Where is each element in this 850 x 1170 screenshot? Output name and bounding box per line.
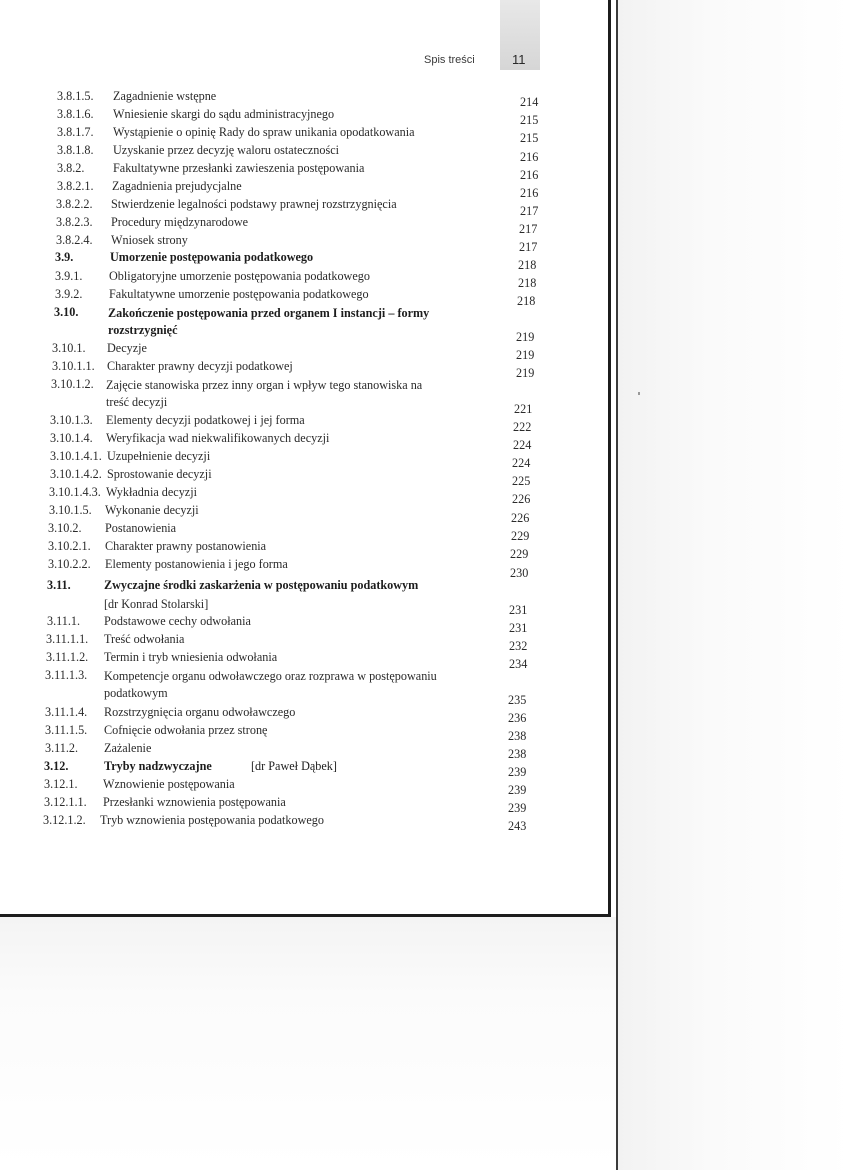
toc-entry-title: Zażalenie [104, 741, 152, 755]
toc-entry-title: Procedury międzynarodowe [111, 215, 249, 229]
toc-entry-number: 3.8.1.8. [57, 143, 94, 157]
toc-entry-number: 3.9. [55, 250, 74, 264]
toc-entry-title: Uzupełnienie decyzji [107, 449, 211, 463]
toc-entry-number: 3.12. [44, 759, 69, 773]
toc-entry-page: 224 [513, 438, 532, 452]
toc-entry-title: Charakter prawny postanowienia [105, 539, 267, 553]
toc-entry-number: 3.8.1.6. [57, 107, 94, 121]
toc-entry-title: Zakończenie postępowania przed organem I instancji – formy rozstrzygnięć [108, 306, 430, 337]
toc-entry-page: 229 [511, 529, 530, 543]
toc-entry-page: 231 [509, 621, 528, 635]
toc-entry-number: 3.8.1.7. [57, 125, 94, 139]
toc-entry-title: Zajęcie stanowiska przez inny organ i wpływ tego stanowiska na treść decyzji [106, 378, 423, 409]
toc-entry-page: 217 [519, 222, 538, 236]
toc-entry-number: 3.8.2.1. [57, 179, 94, 193]
toc-entry-page: 225 [512, 474, 531, 488]
toc-entry-title: Stwierdzenie legalności podstawy prawnej rozstrzygnięcia [111, 197, 397, 211]
toc-entry-number: 3.11.1.5. [45, 723, 88, 737]
toc-entry-page: 226 [511, 511, 530, 525]
toc-entry-title: Wystąpienie o opinię Rady do spraw unikania opodatkowania [113, 125, 415, 139]
adjacent-page-bottom [0, 917, 616, 1170]
toc-entry-page: 232 [509, 639, 528, 653]
toc-entry-number: 3.10.1.4.3. [49, 485, 101, 499]
toc-entry-page: 231 [509, 603, 528, 617]
toc-entry-number: 3.8.2.2. [56, 197, 93, 211]
scan-speck [638, 392, 640, 395]
toc-entry-title: Weryfikacja wad niekwalifikowanych decyzji [106, 431, 330, 445]
toc-entry-title: Fakultatywne umorzenie postępowania podatkowego [109, 287, 369, 301]
toc-entry-number: 3.8.2.3. [56, 215, 93, 229]
toc-entry-page: 235 [508, 693, 527, 707]
toc-entry-title: Zagadnienie wstępne [113, 89, 217, 103]
toc-entry-page: 234 [509, 657, 528, 671]
toc-entry-number: 3.12.1. [44, 777, 78, 791]
toc-entry-title: Wykonanie decyzji [105, 503, 199, 517]
toc-entry-page: 222 [513, 420, 532, 434]
toc-entry-page: 217 [519, 240, 538, 254]
toc-entry-number: 3.10.1.4.1. [50, 449, 102, 463]
toc-entry-title: Elementy decyzji podatkowej i jej forma [106, 413, 305, 427]
toc-entry-number: 3.8.2. [57, 161, 85, 175]
toc-entry-title: Umorzenie postępowania podatkowego [110, 250, 314, 264]
toc-entry-number: 3.11.1. [47, 614, 81, 628]
toc-entry-number: 3.11. [47, 578, 71, 592]
toc-entry-page: 236 [508, 711, 527, 725]
toc-entry-page: 239 [508, 801, 527, 815]
toc-entry-number: 3.10.1. [52, 341, 86, 355]
toc-entry-title: Cofnięcie odwołania przez stronę [104, 723, 268, 737]
toc-entry-number: 3.10.1.2. [51, 377, 94, 391]
toc-entry-page: 219 [516, 366, 535, 380]
toc-entry-title: Kompetencje organu odwoławczego oraz rozprawa w postępowaniu podatkowym [104, 669, 437, 700]
toc-entry-number: 3.10.1.1. [52, 359, 95, 373]
toc-entry-title: Wykładnia decyzji [106, 485, 197, 499]
toc-entry-title: Wniosek strony [111, 233, 188, 247]
toc-entry-title: Zwyczajne środki zaskarżenia w postępowaniu podatkowym [104, 578, 419, 592]
toc-entry-page: 215 [520, 131, 539, 145]
toc-entry-page: 239 [508, 765, 527, 779]
toc-entry-title: Obligatoryjne umorzenie postępowania podatkowego [109, 269, 370, 283]
background-sheet [616, 0, 850, 1170]
toc-entry-page: 229 [510, 547, 529, 561]
toc-entry-page: 215 [520, 113, 539, 127]
toc-entry-page: 230 [510, 566, 529, 580]
toc-entry-title: Tryb wznowienia postępowania podatkowego [100, 813, 324, 827]
toc-entry-number: 3.11.1.2. [46, 650, 89, 664]
toc-entry-number: 3.10.2. [48, 521, 82, 535]
toc-entry-number: 3.11.1.3. [45, 668, 88, 682]
toc-entry-number: 3.11.2. [45, 741, 79, 755]
toc-entry-page: 216 [520, 150, 539, 164]
toc-entry-page: 216 [520, 186, 539, 200]
toc-entry-title: Podstawowe cechy odwołania [104, 614, 251, 628]
toc-entry-title: Decyzje [107, 341, 147, 355]
toc-entry-page: 238 [508, 747, 527, 761]
toc-entry-title: Charakter prawny decyzji podatkowej [107, 359, 293, 373]
toc-entry-author: [dr Konrad Stolarski] [104, 597, 209, 611]
toc-entry-page: 243 [508, 819, 527, 833]
toc-entry-title: Postanowienia [105, 521, 177, 535]
toc-entry-number: 3.10.1.4. [50, 431, 93, 445]
toc-entry-page: 219 [516, 348, 535, 362]
toc-entry-title: Termin i tryb wniesienia odwołania [104, 650, 278, 664]
toc-entry-author: [dr Paweł Dąbek] [251, 759, 337, 773]
toc-entry-number: 3.11.1.4. [45, 705, 88, 719]
toc-entry-number: 3.10.1.4.2. [50, 467, 102, 481]
toc-entry-page: 238 [508, 729, 527, 743]
toc-entry-page: 218 [517, 294, 536, 308]
toc-entry-number: 3.10.1.3. [50, 413, 93, 427]
toc-entry-page: 217 [520, 204, 539, 218]
page-number: 11 [512, 52, 526, 67]
toc-entry-number: 3.8.1.5. [57, 89, 94, 103]
toc-entry-page: 226 [512, 492, 531, 506]
toc-entry-number: 3.10.1.5. [49, 503, 92, 517]
toc-entry-title: Elementy postanowienia i jego forma [105, 557, 288, 571]
toc-entry-page: 214 [520, 95, 539, 109]
toc-entry-title: Rozstrzygnięcia organu odwoławczego [104, 705, 296, 719]
toc-entry-page: 219 [516, 330, 535, 344]
toc-entry-number: 3.11.1.1. [46, 632, 89, 646]
toc-entry-title: Zagadnienia prejudycjalne [112, 179, 242, 193]
toc-entry-page: 224 [512, 456, 531, 470]
toc-entry-number: 3.9.2. [55, 287, 83, 301]
toc-entry-title: Uzyskanie przez decyzję waloru ostateczności [113, 143, 340, 157]
toc-entry-number: 3.10. [54, 305, 79, 319]
toc-entry-page: 239 [508, 783, 527, 797]
toc-entry-number: 3.9.1. [55, 269, 83, 283]
toc-entry-title: Treść odwołania [104, 632, 185, 646]
toc-entry-number: 3.8.2.4. [56, 233, 93, 247]
adjacent-page-right [616, 0, 850, 1170]
running-header: Spis treści [424, 54, 475, 66]
toc-entry-page: 216 [520, 168, 539, 182]
toc-entry-number: 3.10.2.2. [48, 557, 91, 571]
toc-entry-number: 3.12.1.2. [43, 813, 86, 827]
toc-entry-number: 3.10.2.1. [48, 539, 91, 553]
toc-entry-title: Fakultatywne przesłanki zawieszenia postępowania [113, 161, 365, 175]
toc-entry-title: Wznowienie postępowania [103, 777, 235, 791]
toc-entry-title: Wniesienie skargi do sądu administracyjnego [113, 107, 335, 121]
toc-entry-page: 218 [518, 276, 537, 290]
toc-entry-number: 3.12.1.1. [44, 795, 87, 809]
toc-entry-title: Sprostowanie decyzji [107, 467, 212, 481]
toc-entry-page: 221 [514, 402, 533, 416]
toc-entry-title: Przesłanki wznowienia postępowania [103, 795, 286, 809]
toc-entry-page: 218 [518, 258, 537, 272]
toc-entry-title: Tryby nadzwyczajne [104, 759, 212, 773]
page-edge-shadow [616, 0, 618, 1170]
